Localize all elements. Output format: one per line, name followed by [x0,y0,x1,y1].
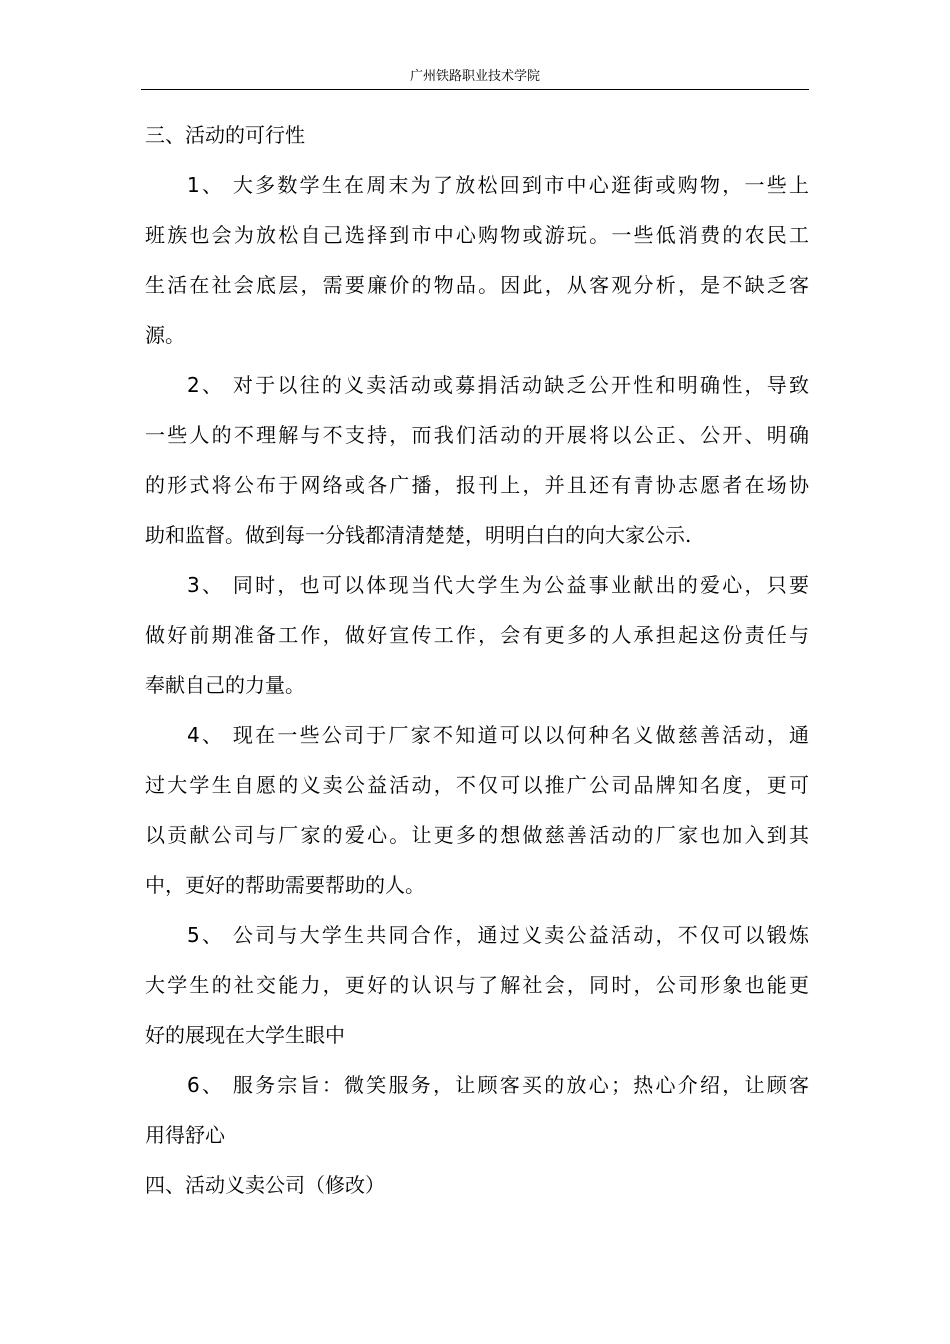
paragraph-line: 做好前期准备工作，做好宣传工作，会有更多的人承担起这份责任与 [145,623,809,647]
item-number: 3、 [187,573,225,597]
header-title: 广州铁路职业技术学院 [409,69,540,84]
paragraph-line: 助和监督。做到每一分钱都清清楚楚，明明白白的向大家公示. [145,523,692,547]
feasibility-item-5 [145,910,809,1060]
paragraph-line: 奉献自己的力量。 [145,673,305,697]
line-text: 公司与大学生共同合作，通过义卖公益活动，不仅可以锻炼 [232,923,809,947]
paragraph-line: 的形式将公布于网络或各广播，报刊上，并且还有青协志愿者在场协 [145,473,809,497]
paragraph-line [145,1060,809,1110]
paragraph-line: 中，更好的帮助需要帮助的人。 [145,873,425,897]
line-text: 现在一些公司于厂家不知道可以以何种名义做慈善活动，通 [232,723,809,747]
paragraph-line: 用得舒心 [145,1123,225,1147]
paragraph-line: 过大学生自愿的义卖公益活动，不仅可以推广公司品牌知名度，更可 [145,773,809,797]
feasibility-item-4 [145,710,809,910]
paragraph-line [145,160,809,210]
page-header [141,68,809,90]
section-heading-4: 四、活动义卖公司（修改） [145,1173,385,1197]
paragraph-line [145,360,809,410]
line-text: 对于以往的义卖活动或募捐活动缺乏公开性和明确性，导致 [232,373,809,397]
paragraph-line: 大学生的社交能力，更好的认识与了解社会，同时，公司形象也能更 [145,973,809,997]
line-text: 同时，也可以体现当代大学生为公益事业献出的爱心，只要 [232,573,809,597]
paragraph-line [145,560,809,610]
section-heading-3: 三、活动的可行性 [145,123,305,147]
paragraph-line: 源。 [145,323,185,347]
feasibility-item-1 [145,160,809,360]
feasibility-item-6 [145,1060,809,1160]
paragraph-line: 以贡献公司与厂家的爱心。让更多的想做慈善活动的厂家也加入到其 [145,823,809,847]
line-text: 服务宗旨：微笑服务，让顾客买的放心；热心介绍，让顾客 [232,1073,809,1097]
item-number: 4、 [187,723,225,747]
item-number: 5、 [187,923,225,947]
item-number: 6、 [187,1073,225,1097]
paragraph-line [145,710,809,760]
item-number: 2、 [187,373,225,397]
paragraph-line: 好的展现在大学生眼中 [145,1023,345,1047]
feasibility-item-3 [145,560,809,710]
paragraph-line [145,910,809,960]
paragraph-line: 生活在社会底层，需要廉价的物品。因此，从客观分析，是不缺乏客 [145,273,809,297]
line-text: 大多数学生在周末为了放松回到市中心逛街或购物，一些上 [232,173,809,197]
feasibility-item-2 [145,360,809,560]
paragraph-line: 班族也会为放松自己选择到市中心购物或游玩。一些低消费的农民工 [145,223,809,247]
document-body [145,110,809,1210]
item-number: 1、 [187,173,225,197]
paragraph-line: 一些人的不理解与不支持，而我们活动的开展将以公正、公开、明确 [145,423,809,447]
